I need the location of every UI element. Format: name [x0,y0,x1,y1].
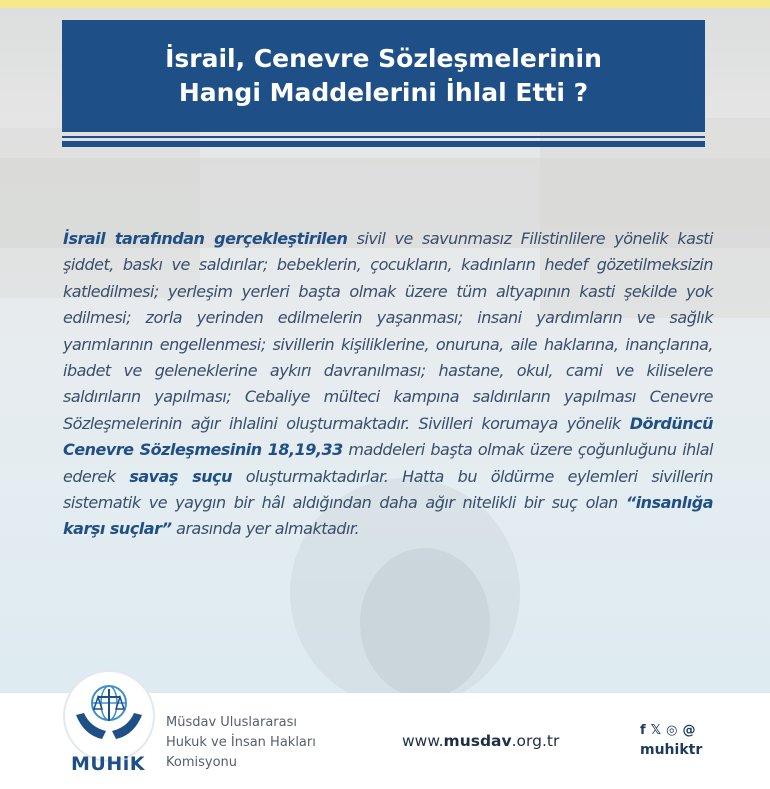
logo-wordmark: MUHiK [71,753,145,775]
instagram-icon[interactable]: ◎ [666,723,678,738]
social-block [640,723,702,758]
title-line-2: Hangi Maddelerini İhlal Etti ? [178,78,589,107]
body-text-4: arasında yer almaktadır. [171,519,360,539]
website-link[interactable] [402,732,559,750]
body-paragraph [63,226,713,543]
org-line-2: Hukuk ve İnsan Hakları [166,735,316,750]
facebook-icon[interactable]: f [640,723,646,738]
title-line-1: İsrail, Cenevre Sözleşmelerinin [165,44,602,73]
website-prefix: www. [402,732,444,750]
title-rule-thin [62,136,705,138]
title-rule-thick [62,141,705,147]
website-domain: musdav [443,732,512,750]
website-suffix: .org.tr [511,732,560,750]
threads-icon[interactable]: @ [682,723,696,738]
body-text-3: oluşturmaktadırlar. Hatta bu öldürme eylemleri sivillerin sistematik ve yaygın bir hâl aldığından daha ağır nitelikli bir suç olan [63,466,713,513]
top-strip [0,0,770,8]
org-line-1: Müsdav Uluslararası [166,715,297,730]
title-banner [62,20,705,132]
body-text-2: maddeleri başta olmak üzere çoğunluğunu ihlal ederek [63,440,713,486]
body-convention-bold: Dördüncü Cenevre Sözleşmesinin 18,19,33 [63,413,713,460]
org-line-3: Komisyonu [166,755,238,770]
body-war-crime-bold: savaş suçu [129,466,232,486]
organization-name [166,713,316,773]
muhik-logo-icon [62,669,156,763]
body-text-1: sivil ve savunmasız Filistinlilere yönelik kasti şiddet, baskı ve saldırılar; bebeklerin, çocukların, kadınların hedef gözetilmeksizin katledilmesi; yerleşim yerleri başta olmak üzere tüm altyapının kasti şekilde yok edilmesi; zorla yerinden edilmelerin yaşanması; insani yardımların ve sağlık yarımlarının engellenmesi; sivillerin kişiliklerine, onuruna, aile haklarına, inançlarına, ibadet ve geleneklerine aykırı davranılması; hastane, okul, cami ve kiliselere saldırıların yapılması; Cebaliye mülteci kampına saldırıların yapılması Cenevre Sözleşmelerinin ağır ihlalini oluşturmaktadır. Sivilleri korumaya yönelik [63,229,713,433]
body-lead-bold: İsrail tarafından gerçekleştirilen [63,229,348,248]
social-handle[interactable]: muhiktr [640,742,703,758]
x-icon[interactable]: 𝕏 [650,723,662,738]
footer [0,693,770,789]
social-icons [640,723,702,739]
body-crimes-against-humanity-bold: “insanlığa karşı suçlar” [63,493,713,539]
poster [0,8,770,693]
